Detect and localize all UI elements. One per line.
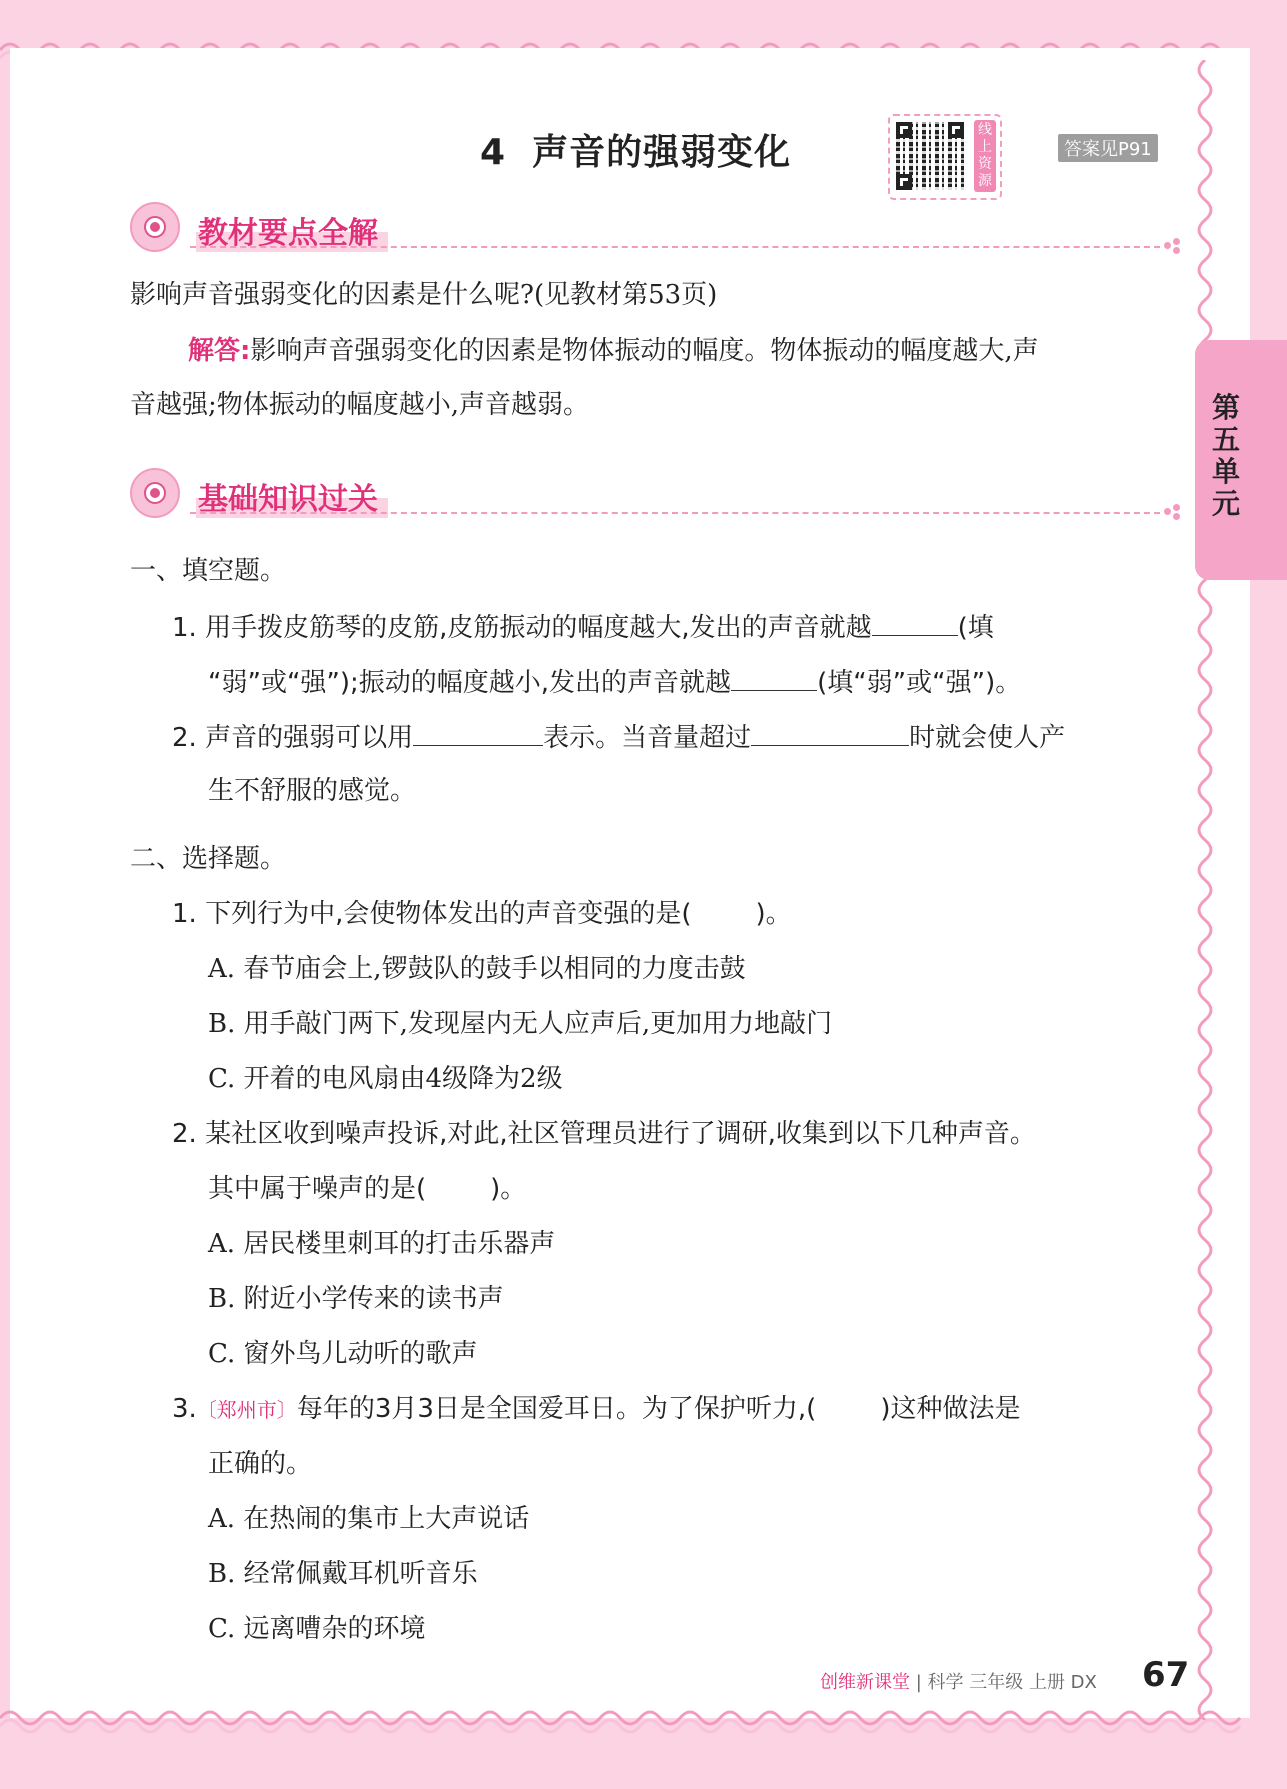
fill-q2-text3: 时就会使人产 (909, 723, 1066, 753)
page-number: 67 (1142, 1655, 1190, 1695)
bottom-wavy-border (0, 1700, 1287, 1740)
fill-q1-line2 (208, 666, 1021, 698)
answer-blank[interactable] (751, 721, 909, 746)
choice-q3-stem-line1 (172, 1394, 1020, 1425)
qr-resource-tag: 线上资源 (974, 120, 996, 192)
fill-q1-line1 (172, 611, 994, 643)
answer-text-1: 影响声音强弱变化的因素是物体振动的幅度。物体振动的幅度越大,声 (250, 336, 1039, 366)
choice-q3-stem-line2: 正确的。 (208, 1449, 313, 1479)
page-footer (820, 1668, 1097, 1694)
answer-blank[interactable] (731, 666, 817, 691)
dots-ornament (1164, 238, 1180, 254)
section-heading-textbook (130, 202, 1180, 252)
fill-q2-line2: 生不舒服的感觉。 (208, 776, 417, 806)
choice-q1-option-a[interactable]: A. 春节庙会上,锣鼓队的鼓手以相同的力度击鼓 (208, 954, 746, 984)
unit-side-tab (1195, 340, 1287, 580)
dots-ornament (1164, 504, 1180, 520)
choice-q2-option-a[interactable]: A. 居民楼里刺耳的打击乐器声 (208, 1229, 556, 1259)
answer-label: 解答: (188, 336, 251, 366)
answer-blank[interactable] (872, 611, 958, 636)
choice-q2-stem-line1: 2. 某社区收到噪声投诉,对此,社区管理员进行了调研,收集到以下几种声音。 (172, 1119, 1036, 1149)
choice-q1-option-c[interactable]: C. 开着的电风扇由4级降为2级 (208, 1064, 563, 1094)
fill-q2-line1 (172, 721, 1065, 753)
lesson-title-text: 声音的强弱变化 (532, 132, 792, 173)
fill-q1-text2: “弱”或“强”);振动的幅度越小,发出的声音就越 (208, 668, 732, 698)
mascot-icon (130, 202, 180, 252)
choice-q1-end: )。 (755, 899, 792, 929)
choice-q3-option-a[interactable]: A. 在热闹的集市上大声说话 (208, 1504, 530, 1534)
answer-reference: 答案见P91 (1058, 134, 1158, 162)
mascot-icon (130, 468, 180, 518)
section-heading-basics (130, 468, 1180, 518)
textbook-question: 影响声音强弱变化的因素是什么呢?(见教材第53页) (130, 280, 718, 310)
unit-label: 第五单元 (1211, 391, 1240, 520)
answer-line-2: 音越强;物体振动的幅度越小,声音越弱。 (130, 390, 590, 420)
fill-q2-text2: 表示。当音量超过 (543, 723, 752, 753)
choice-q2-text: 其中属于噪声的是( (208, 1174, 427, 1204)
fill-q1-text: 1. 用手拨皮筋琴的皮筋,皮筋振动的幅度越大,发出的声音就越 (172, 613, 872, 643)
title-row (0, 118, 1287, 189)
choice-q2-option-c[interactable]: C. 窗外鸟儿动听的歌声 (208, 1339, 478, 1369)
choice-q3-text: 每年的3月3日是全国爱耳日。为了保护听力,( (296, 1394, 817, 1424)
choice-q3-option-c[interactable]: C. 远离嘈杂的环境 (208, 1614, 426, 1644)
fill-q2-text: 2. 声音的强弱可以用 (172, 723, 414, 753)
section-title: 教材要点全解 (196, 208, 388, 252)
choice-q1-stem (172, 899, 792, 929)
choice-q2-stem-line2 (208, 1174, 526, 1204)
book-info: 科学 三年级 上册 DX (927, 1672, 1097, 1693)
choice-q3-text2: )这种做法是 (880, 1394, 1021, 1424)
right-wavy-border (1190, 60, 1220, 1720)
part1-title: 一、填空题。 (130, 556, 287, 586)
region-tag: 〔郑州市〕 (196, 1398, 297, 1422)
brand-name: 创维新课堂 (820, 1672, 910, 1693)
choice-q3-number: 3. (172, 1394, 197, 1424)
fill-q1-hint: (填 (957, 613, 994, 643)
qr-code-icon (896, 122, 964, 190)
answer-line-1 (188, 336, 1039, 366)
choice-q1-option-b[interactable]: B. 用手敲门两下,发现屋内无人应声后,更加用力地敲门 (208, 1009, 833, 1039)
dashed-divider (190, 246, 1160, 248)
choice-q1-text: 1. 下列行为中,会使物体发出的声音变强的是( (172, 899, 692, 929)
answer-blank[interactable] (413, 721, 543, 746)
fill-q1-hint2: (填“弱”或“强”)。 (817, 668, 1022, 698)
footer-separator: | (910, 1672, 928, 1693)
choice-q2-end: )。 (490, 1174, 527, 1204)
section-title: 基础知识过关 (196, 474, 388, 518)
lesson-title (480, 124, 791, 175)
lesson-number: 4 (480, 132, 507, 173)
qr-code-box[interactable] (888, 114, 1002, 200)
dashed-divider (190, 512, 1160, 514)
part2-title: 二、选择题。 (130, 844, 287, 874)
choice-q3-option-b[interactable]: B. 经常佩戴耳机听音乐 (208, 1559, 478, 1589)
choice-q2-option-b[interactable]: B. 附近小学传来的读书声 (208, 1284, 504, 1314)
